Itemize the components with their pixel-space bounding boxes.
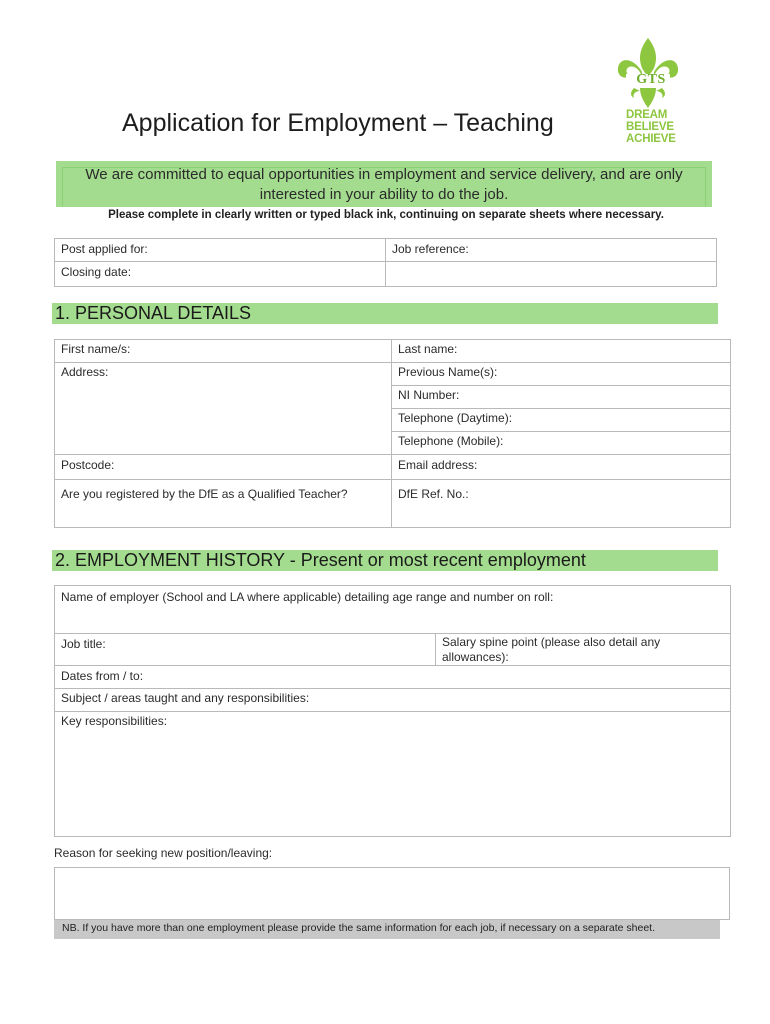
equal-opportunities-banner xyxy=(56,161,712,207)
reason-label: Reason for seeking new position/leaving: xyxy=(54,846,273,860)
banner-line-1: We are committed to equal opportunities in employment and service delivery, and are only xyxy=(85,166,683,183)
employer-field[interactable]: Name of employer (School and LA where applicable) detailing age range and number on roll: xyxy=(55,586,731,634)
slogan-believe: BELIEVE xyxy=(626,121,674,133)
closing-date-value[interactable] xyxy=(386,262,717,287)
postcode-field[interactable]: Postcode: xyxy=(55,455,392,480)
salary-field[interactable] xyxy=(436,634,731,666)
instruction-text: Please complete in clearly written or typed black ink, continuing on separate sheets where necessary. xyxy=(108,209,664,221)
telephone-mobile-field[interactable]: Telephone (Mobile): xyxy=(392,432,731,455)
slogan-achieve: ACHIEVE xyxy=(626,133,676,145)
section-personal-details-heading: 1. PERSONAL DETAILS xyxy=(52,303,718,324)
page-title: Application for Employment – Teaching xyxy=(122,109,554,137)
logo-slogan xyxy=(626,109,676,145)
employment-table xyxy=(54,585,731,837)
key-responsibilities-field[interactable]: Key responsibilities: xyxy=(55,712,731,837)
previous-names-field[interactable]: Previous Name(s): xyxy=(392,363,731,386)
post-applied-field[interactable]: Post applied for: xyxy=(55,239,386,262)
dfe-ref-field[interactable]: DfE Ref. No.: xyxy=(392,480,731,528)
slogan-dream: DREAM xyxy=(626,109,668,121)
dates-field[interactable]: Dates from / to: xyxy=(55,666,731,689)
banner-line-2: interested in your ability to do the job. xyxy=(259,186,509,203)
email-field[interactable]: Email address: xyxy=(392,455,731,480)
first-names-field[interactable]: First name/s: xyxy=(55,340,392,363)
telephone-daytime-field[interactable]: Telephone (Daytime): xyxy=(392,409,731,432)
salary-label-line-1: Salary spine point (please also detail any xyxy=(442,635,661,649)
job-reference-field[interactable]: Job reference: xyxy=(386,239,717,262)
post-table xyxy=(54,238,717,287)
qts-question-field[interactable]: Are you registered by the DfE as a Qualified Teacher? xyxy=(55,480,392,528)
reason-input-box[interactable] xyxy=(54,867,730,920)
last-name-field[interactable]: Last name: xyxy=(392,340,731,363)
section-employment-history-heading: 2. EMPLOYMENT HISTORY - Present or most recent employment xyxy=(52,550,718,571)
closing-date-field[interactable]: Closing date: xyxy=(55,262,386,287)
ni-number-field[interactable]: NI Number: xyxy=(392,386,731,409)
logo-text: GTS xyxy=(636,72,666,87)
subjects-field[interactable]: Subject / areas taught and any responsibilities: xyxy=(55,689,731,712)
personal-details-table xyxy=(54,339,731,528)
job-title-field[interactable]: Job title: xyxy=(55,634,436,666)
address-field[interactable]: Address: xyxy=(55,363,392,455)
salary-label-line-2: allowances): xyxy=(442,650,509,664)
nb-note: NB. If you have more than one employment please provide the same information for each job, if necessary on a separate sheet. xyxy=(54,920,720,939)
